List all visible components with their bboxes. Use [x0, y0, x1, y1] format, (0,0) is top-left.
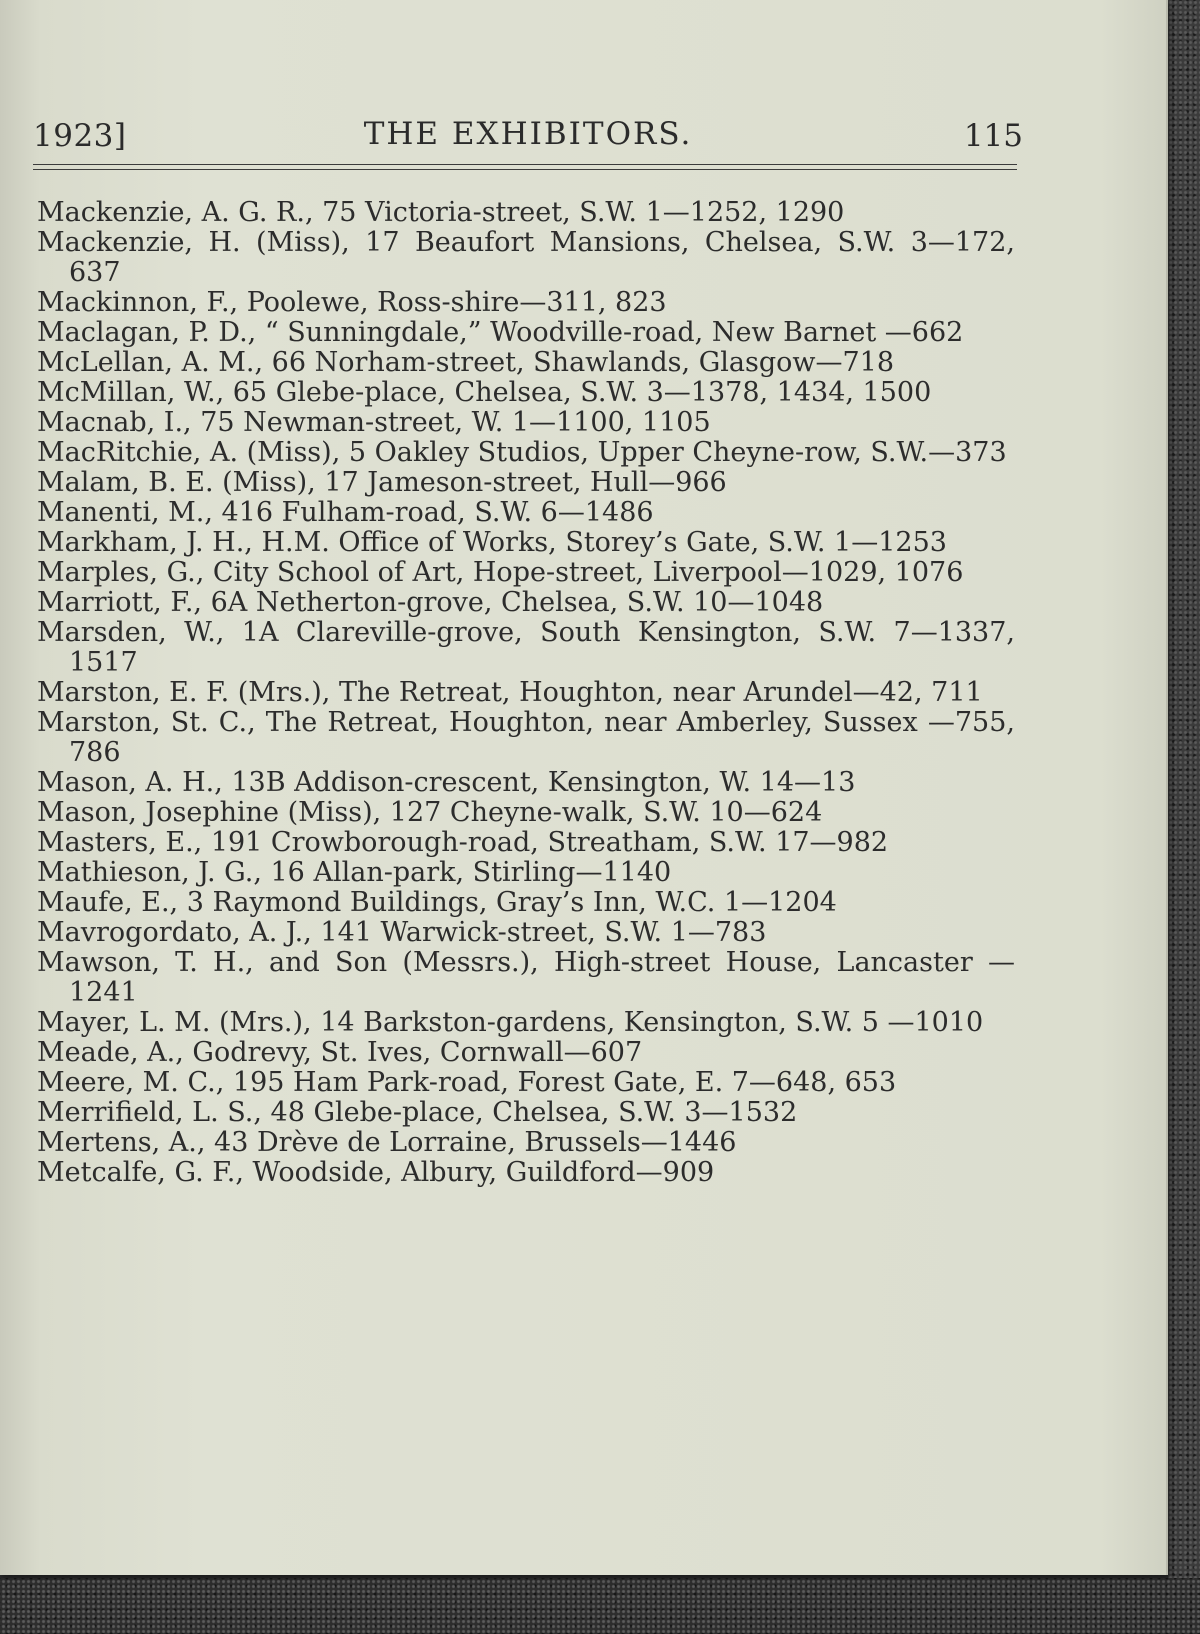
exhibitor-entry: Marriott, F., 6A Netherton-grove, Chelsea, S.W. 10—1048: [37, 587, 824, 618]
exhibitor-entry: Mathieson, J. G., 16 Allan-park, Stirling—1140: [37, 857, 672, 888]
header-rule-top: [33, 164, 1017, 165]
background-textured-surface-bottom: [0, 1578, 1200, 1634]
exhibitor-entry: Manenti, M., 416 Fulham-road, S.W. 6—1486: [37, 497, 654, 528]
exhibitor-entry: McMillan, W., 65 Glebe-place, Chelsea, S.W. 3—1378, 1434, 1500: [37, 377, 932, 408]
running-header: [33, 112, 1023, 156]
exhibitor-entry: Merrifield, L. S., 48 Glebe-place, Chelsea, S.W. 3—1532: [37, 1097, 798, 1128]
exhibitor-entry: Mertens, A., 43 Drève de Lorraine, Brussels—1446: [37, 1127, 737, 1158]
exhibitor-entry: Marples, G., City School of Art, Hope-street, Liverpool—1029, 1076: [37, 557, 964, 588]
exhibitor-entry: Mayer, L. M. (Mrs.), 14 Barkston-gardens, Kensington, S.W. 5 —1010: [37, 1007, 984, 1038]
page-number: 115: [963, 118, 1023, 154]
exhibitor-entry: Mackinnon, F., Poolewe, Ross-shire—311, 823: [37, 287, 667, 318]
exhibitor-entry: Marsden, W., 1A Clareville-grove, South Kensington, S.W. 7—1337, 1517: [37, 617, 1015, 678]
exhibitor-entry: McLellan, A. M., 66 Norham-street, Shawlands, Glasgow—718: [37, 347, 895, 378]
exhibitor-entry: Mackenzie, H. (Miss), 17 Beaufort Mansions, Chelsea, S.W. 3—172, 637: [37, 227, 1015, 288]
exhibitor-entry: Meere, M. C., 195 Ham Park-road, Forest Gate, E. 7—648, 653: [37, 1067, 897, 1098]
exhibitor-entry: Masters, E., 191 Crowborough-road, Streatham, S.W. 17—982: [37, 827, 889, 858]
exhibitor-entry: Mawson, T. H., and Son (Messrs.), High-street House, Lancaster —1241: [37, 947, 1015, 1008]
exhibitor-list: [37, 198, 1015, 1188]
exhibitor-entry: MacRitchie, A. (Miss), 5 Oakley Studios, Upper Cheyne-row, S.W.—373: [37, 437, 1007, 468]
exhibitor-entry: Mason, A. H., 13B Addison-crescent, Kensington, W. 14—13: [37, 767, 856, 798]
exhibitor-entry: Maufe, E., 3 Raymond Buildings, Gray’s Inn, W.C. 1—1204: [37, 887, 837, 918]
exhibitor-entry: Meade, A., Godrevy, St. Ives, Cornwall—607: [37, 1037, 643, 1068]
header-title: THE EXHIBITORS.: [363, 116, 693, 152]
exhibitor-entry: Mavrogordato, A. J., 141 Warwick-street, S.W. 1—783: [37, 917, 767, 948]
exhibitor-entry: Markham, J. H., H.M. Office of Works, Storey’s Gate, S.W. 1—1253: [37, 527, 947, 558]
exhibitor-entry: Marston, St. C., The Retreat, Houghton, near Amberley, Sussex —755, 786: [37, 707, 1015, 768]
exhibitor-entry: Malam, B. E. (Miss), 17 Jameson-street, Hull—966: [37, 467, 727, 498]
background-textured-surface-right: [1168, 0, 1200, 1634]
exhibitor-entry: Macnab, I., 75 Newman-street, W. 1—1100, 1105: [37, 407, 711, 438]
exhibitor-entry: Metcalfe, G. F., Woodside, Albury, Guildford—909: [37, 1157, 715, 1188]
header-rule-bottom: [33, 169, 1017, 170]
exhibitor-entry: Mason, Josephine (Miss), 127 Cheyne-walk, S.W. 10—624: [37, 797, 823, 828]
header-year: 1923]: [33, 118, 127, 154]
exhibitor-entry: Marston, E. F. (Mrs.), The Retreat, Houghton, near Arundel—42, 711: [37, 677, 983, 708]
exhibitor-entry: Mackenzie, A. G. R., 75 Victoria-street, S.W. 1—1252, 1290: [37, 197, 845, 228]
exhibitor-entry: Maclagan, P. D., “ Sunningdale,” Woodville-road, New Barnet —662: [37, 317, 964, 348]
